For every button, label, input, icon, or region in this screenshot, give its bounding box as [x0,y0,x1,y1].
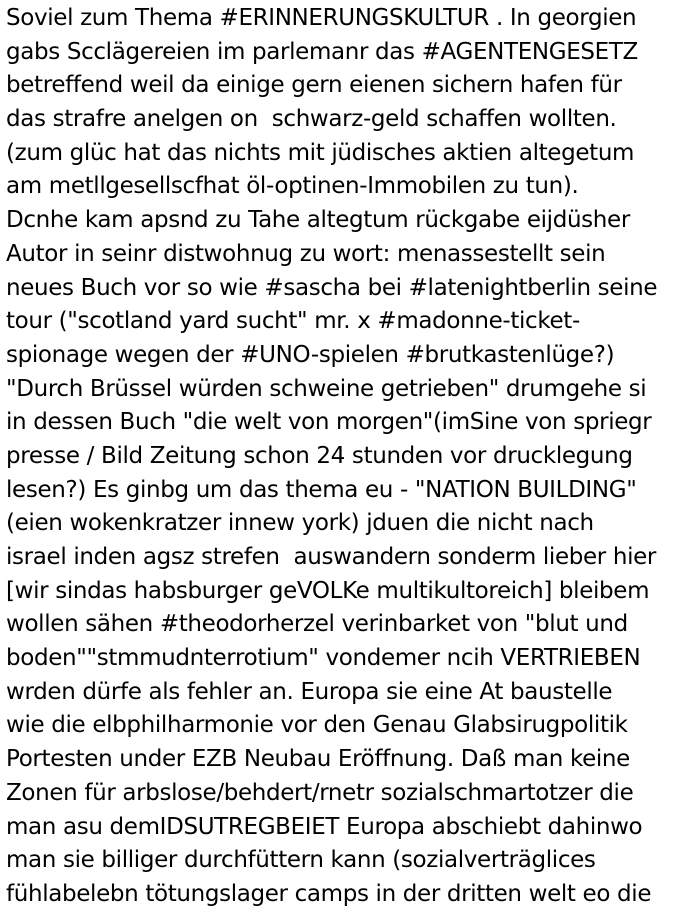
text-line: gabs Scclägereien im parlemanr das #AGENTENGESETZ [6,38,638,65]
text-line: Soviel zum Thema #ERINNERUNGSKULTUR . In georgien [6,5,637,31]
text-line: Zonen für arbslose/behdert/rnetr sozialschmartotzer die [6,779,634,806]
text-line: Autor in seinr distwohnug zu wort: menassestellt sein [6,240,606,267]
text-line: Portesten under EZB Neubau Eröffnung. Daß man keine [6,746,630,773]
text-line: in dessen Buch "die welt von morgen"(imSine von spriegr [6,409,652,436]
text-line: wollen sähen #theodorherzel verinbarket von "blut und [6,611,628,638]
text-line: Dcnhe kam apsnd zu Tahe altegtum rückgabe eijdüsher [6,207,630,234]
text-line: neues Buch vor so wie #sascha bei #latenightberlin seine [6,274,658,301]
text-line: "Durch Brüssel würden schweine getrieben" drumgehe si [6,375,647,402]
text-line: [wir sindas habsburger geVOLKe multikultoreich] bleibem [6,577,650,604]
text-line: israel inden agsz strefen auswandern sonderm lieber hier [6,544,657,570]
text-line: man asu demIDSUTREGBEIET Europa abschiebt dahinwo [6,813,643,840]
text-line: tour ("scotland yard sucht" mr. x #madonne-ticket- [6,308,580,335]
text-line: lesen?) Es ginbg um das thema eu - "NATION BUILDING" [6,476,637,503]
text-line: fühlabelebn tötungslager camps in der dritten welt eo die [6,880,652,907]
body-text [6,2,682,912]
text-line: betreffend weil da einige gern eienen sichern hafen für [6,72,622,99]
text-line: spionage wegen der #UNO-spielen #brutkastenlüge?) [6,341,615,368]
text-line: wie die elbphilharmonie vor den Genau Glabsirugpolitik [6,712,628,739]
text-line: das strafre anelgen on schwarz-geld schaffen wollten. [6,106,617,133]
text-line: wrden dürfe als fehler an. Europa sie eine At baustelle [6,678,613,705]
text-line: (zum glüc hat das nichts mit jüdisches aktien altegetum [6,139,635,166]
text-line: am metllgesellscfhat öl-optinen-Immobilen zu tun). [6,173,579,200]
text-line: presse / Bild Zeitung schon 24 stunden vor drucklegung [6,442,633,469]
text-line: boden""stmmudnterrotium" vondemer ncih VERTRIEBEN [6,645,641,672]
text-line: (eien wokenkratzer innew york) jduen die nicht nach [6,510,594,537]
text-line: man sie billiger durchfüttern kann (sozialverträglices [6,847,596,874]
